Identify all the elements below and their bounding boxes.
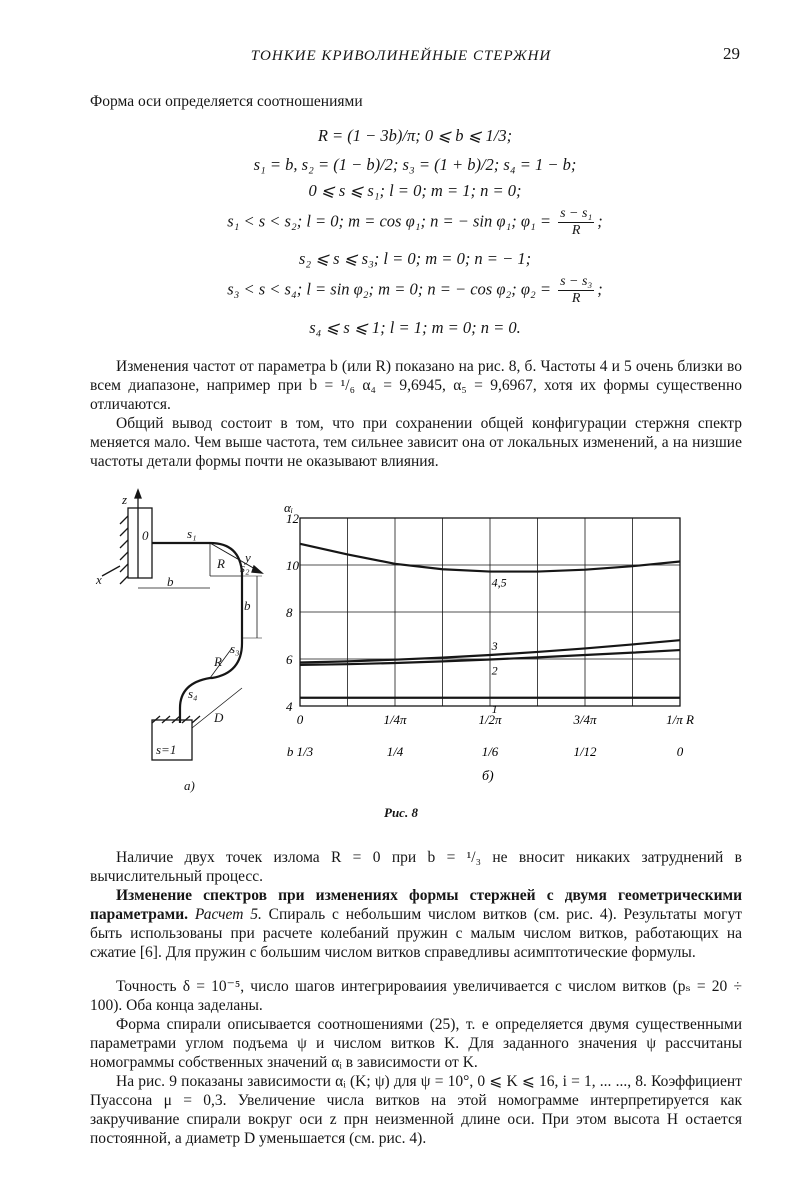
x-tick-label-b: 0 — [676, 744, 684, 759]
paragraph-spectra-change — [90, 886, 742, 962]
label-b-horizontal: b — [167, 574, 174, 589]
phi2-numerator: s − s₃ — [560, 274, 593, 289]
label-y: y — [245, 550, 251, 565]
chart-x-ticks-b — [287, 744, 684, 759]
y-tick-label: 4 — [286, 699, 293, 714]
equation-segment-4: s₃ < s < s₄; l = sin φ₂; m = 0; n = − cos φ₂; φ₂ = $\frac{\text{s − s₃}}{R}$ ; — [227, 274, 603, 306]
paragraph-conclusion: Общий вывод состоит в том, что при сохранении общей конфигурации стержня спектр меняется мало. Чем выше частота, тем сильнее зависит она от локальных изменений, а на низшие частоты детали формы почти не оказывают влияния. — [90, 415, 742, 470]
phi2-denominator: R — [571, 291, 581, 306]
equation-segment-2-text: s₁ < s < s₂; l = 0; m = cos φ₁; n = − sin φ₁; φ₁ = — [227, 211, 551, 231]
equation-segment-1: 0 ⩽ s ⩽ s₁; l = 0; m = 1; n = 0; — [308, 181, 522, 200]
y-tick-label: 8 — [286, 605, 293, 620]
figure-a-rod-sketch — [92, 488, 282, 798]
equation-segment-5: s₄ ⩽ s ⩽ 1; l = 1; m = 0; n = 0. — [309, 318, 521, 337]
chart-y-ticks — [286, 511, 300, 714]
label-s3: s₃ — [230, 641, 240, 656]
x-tick-label-r: 3/4π — [573, 712, 597, 727]
page-number: 29 — [723, 44, 740, 63]
chart-caption: б) — [482, 769, 494, 784]
x-tick-label-b: 1/12 — [573, 744, 597, 759]
label-r-top: R — [217, 556, 225, 571]
series-label-3: 3 — [491, 639, 498, 654]
label-r-bottom: R — [214, 654, 222, 669]
label-d: D — [214, 710, 224, 725]
equation-s: s₁ = b, s₂ = (1 − b)/2; s₃ = (1 + b)/2; s₄ = 1 − b; — [253, 155, 577, 174]
y-tick-label: 12 — [286, 511, 299, 526]
paragraph-spiral-shape: Форма спирали описывается соотношениями (25), т. е определяется двумя существенными параметрами углом подъема ψ и числом витков K. Для заданного значения ψ рассчитаны номограммы собственных значений αᵢ в зависимости от K. — [90, 1016, 742, 1071]
label-origin: 0 — [142, 528, 149, 543]
phi1-fraction — [558, 206, 594, 239]
z-axis-arrow — [135, 490, 141, 498]
x-tick-label-b: 1/6 — [481, 744, 499, 759]
paragraph-precision: Точность δ = 10⁻⁵, число шагов интегрироваиия увеличивается с числом витков (pₛ = 20 ÷ 100). Оба конца заделаны. — [90, 978, 742, 1014]
series-label-4,5: 4,5 — [491, 575, 507, 590]
chart-y-label: αᵢ — [284, 500, 293, 515]
x-tick-label-r: 0 — [296, 712, 304, 727]
figure-a-caption: a) — [184, 778, 195, 793]
equation-r: R = (1 − 3b)/π; 0 ⩽ b ⩽ 1/3; — [317, 126, 513, 145]
label-z: z — [122, 492, 128, 507]
calculation-label: Расчет 5. — [188, 906, 262, 923]
equation-segment-3: s₂ ⩽ s ⩽ s₃; l = 0; m = 0; n = − 1; — [298, 249, 532, 268]
label-s1: s₁ — [187, 526, 197, 541]
label-s-end: s=1 — [156, 742, 177, 757]
top-clamp — [128, 508, 152, 578]
label-s2: s₂ — [240, 560, 250, 575]
x-axis — [102, 566, 120, 576]
equation-segment-4-text: s₃ < s < s₄; l = sin φ₂; m = 0; n = − cos φ₂; φ₂ = — [227, 279, 551, 299]
section-body: Спираль с небольшим числом витков (см. рис. 4). Результаты могут быть использованы при расчете колебаний пружин с малым числом витков, работающих на сжатие [6]. Для пружин с большим числом витков справедливы асимптотические формулы. — [90, 906, 742, 961]
series-label-1: 1 — [491, 701, 498, 716]
label-x: x — [96, 572, 102, 587]
phi2-fraction — [558, 274, 594, 307]
figure-b-chart — [272, 500, 712, 800]
x-tick-label-r: 1/π R — [666, 712, 694, 727]
y-tick-label: 6 — [286, 652, 293, 667]
paragraph-frequencies: Изменения частот от параметра b (или R) показано на рис. 8, б. Частоты 4 и 5 очень близки во всем диапазоне, например при b = ¹/₆ α₄ = 9,6945, α₅ = 9,6967, хотя их формы существенно отличаются. — [90, 358, 742, 413]
chart-grid — [300, 518, 680, 706]
label-s4: s₄ — [188, 686, 198, 701]
equation-segment-2: s₁ < s < s₂; l = 0; m = cos φ₁; n = − sin φ₁; φ₁ = $\frac{\text{s − s₁}}{R}$ ; — [227, 206, 603, 238]
intro-line: Форма оси определяется соотношениями — [90, 93, 363, 110]
paragraph-break-points: Наличие двух точек излома R = 0 при b = ¹/₃ не вносит никаких затруднений в вычислительный процесс. — [90, 849, 742, 885]
x-tick-label-b: 1/4 — [386, 744, 404, 759]
x-tick-label-b: b 1/3 — [286, 744, 314, 759]
paragraph-figure-9: На рис. 9 показаны зависимости αᵢ (K; ψ) для ψ = 10°, 0 ⩽ K ⩽ 16, i = 1, ... ..., 8. Коэффициент Пуассона μ = 0,3. Увеличение числа витков на этой номограмме интерпретируется как закручивание спирали вокруг оси z прн неизменной длине оси. При этом высота H остается постоянной, а диаметр D уменьшается (см. рис. 4). — [90, 1073, 742, 1147]
figure-caption: Рис. 8 — [384, 805, 418, 820]
phi1-numerator: s − s₁ — [560, 206, 593, 221]
label-b-vertical: b — [244, 598, 251, 613]
chart-series-labels — [491, 576, 507, 716]
y-tick-label: 10 — [286, 558, 299, 573]
section-heading: Изменение спектров при изменениях формы стержней с двумя геометрическими параметрами. — [90, 887, 742, 923]
x-tick-label-r: 1/4π — [383, 712, 407, 727]
series-label-2: 2 — [491, 663, 498, 678]
running-title: ТОНКИЕ КРИВОЛИНЕЙНЫЕ СТЕРЖНИ — [250, 48, 552, 64]
x-tick-label-r: 1/2π — [478, 712, 502, 727]
phi1-denominator: R — [571, 223, 581, 238]
